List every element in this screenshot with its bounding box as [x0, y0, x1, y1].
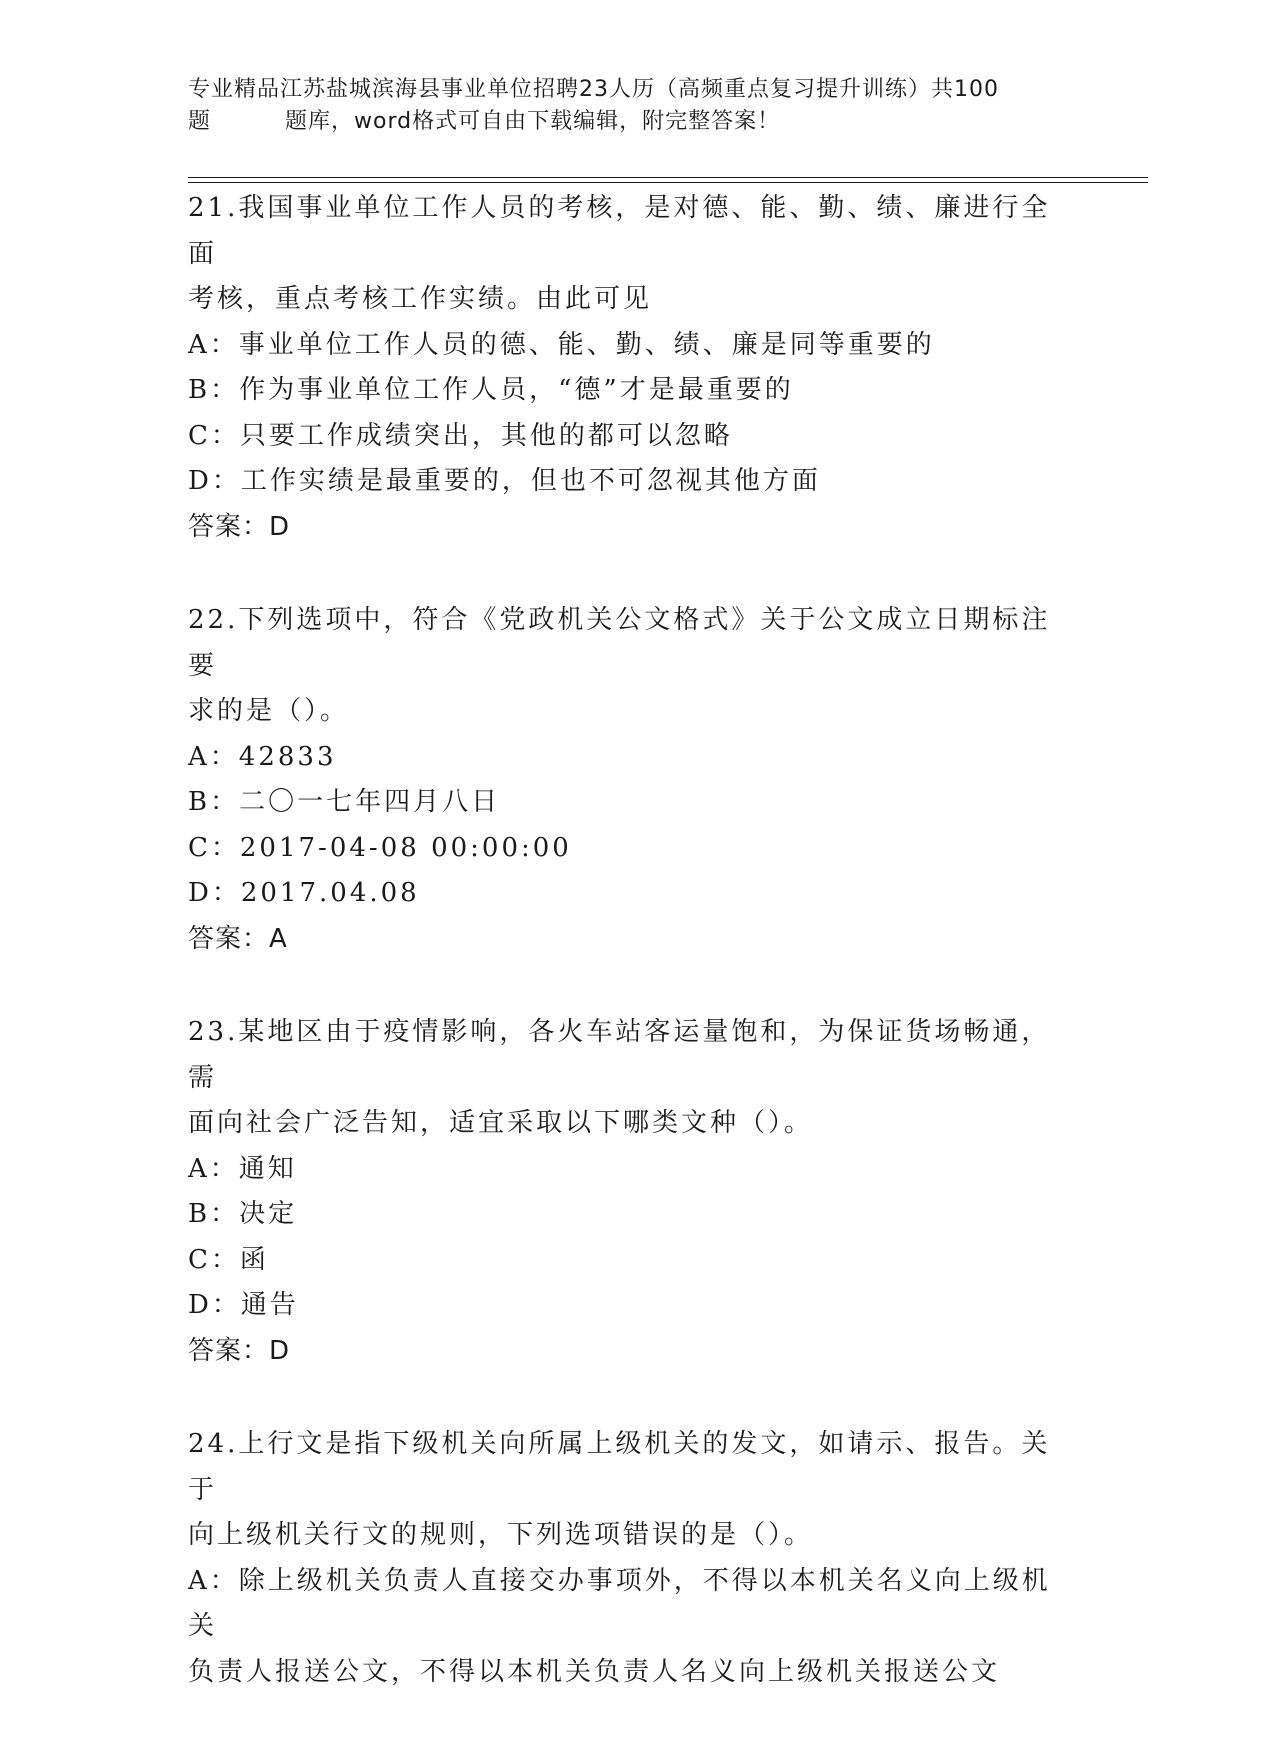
question-stem: 向上级机关行文的规则，下列选项错误的是（）。 — [188, 1520, 814, 1550]
header-divider-bottom — [188, 182, 1148, 183]
option-b: B：二〇一七年四月八日 — [188, 787, 501, 817]
question-21 — [188, 186, 1078, 550]
header-line-1: 专业精品江苏盐城滨海县事业单位招聘23人历（高频重点复习提升训练）共100 — [188, 77, 999, 102]
option-d: D：通告 — [188, 1290, 299, 1320]
option-c: C：只要工作成绩突出，其他的都可以忽略 — [188, 420, 733, 451]
question-stem: 23.某地区由于疫情影响，各火车站客运量饱和，为保证货场畅通，需 — [188, 1017, 1051, 1093]
question-stem: 21.我国事业单位工作人员的考核，是对德、能、勤、绩、廉进行全面 — [188, 193, 1051, 269]
question-stem: 面向社会广泛告知，适宜采取以下哪类文种（）。 — [188, 1108, 814, 1138]
question-stem: 24.上行文是指下级机关向所属上级机关的发文，如请示、报告。关于 — [188, 1429, 1051, 1505]
header-divider-top — [188, 177, 1148, 178]
answer-label: 答案：D — [188, 1335, 291, 1366]
option-a-continued: 负责人报送公文，不得以本机关负责人名义向上级机关报送公文 — [188, 1656, 1001, 1687]
answer-label: 答案：D — [188, 511, 291, 542]
question-24 — [188, 1422, 1078, 1695]
option-b: B：决定 — [188, 1199, 298, 1229]
option-a: A：42833 — [188, 741, 337, 772]
header-line-2-lead: 题 — [188, 109, 212, 134]
question-list — [188, 186, 1078, 1743]
option-c: C：2017-04-08 00:00:00 — [188, 832, 572, 863]
question-22 — [188, 598, 1078, 962]
option-a: A：事业单位工作人员的德、能、勤、绩、廉是同等重要的 — [188, 329, 935, 360]
option-a: A：通知 — [188, 1153, 297, 1184]
option-c: C：函 — [188, 1244, 269, 1275]
option-d: D：2017.04.08 — [188, 878, 420, 908]
question-stem: 22.下列选项中，符合《党政机关公文格式》关于公文成立日期标注要 — [188, 605, 1051, 681]
answer-label: 答案：A — [188, 923, 288, 954]
option-b: B：作为事业单位工作人员，“德”才是最重要的 — [188, 375, 794, 405]
question-stem: 求的是（）。 — [188, 696, 350, 726]
question-stem: 考核，重点考核工作实绩。由此可见 — [188, 284, 653, 314]
document-header — [188, 74, 1068, 138]
option-a: A：除上级机关负责人直接交办事项外，不得以本机关名义向上级机关 — [188, 1565, 1051, 1641]
option-d: D：工作实绩是最重要的，但也不可忽视其他方面 — [188, 466, 821, 496]
header-line-2-rest: 题库，word格式可自由下载编辑，附完整答案！ — [285, 109, 781, 134]
question-23 — [188, 1010, 1078, 1374]
header-line-2 — [188, 106, 1068, 138]
